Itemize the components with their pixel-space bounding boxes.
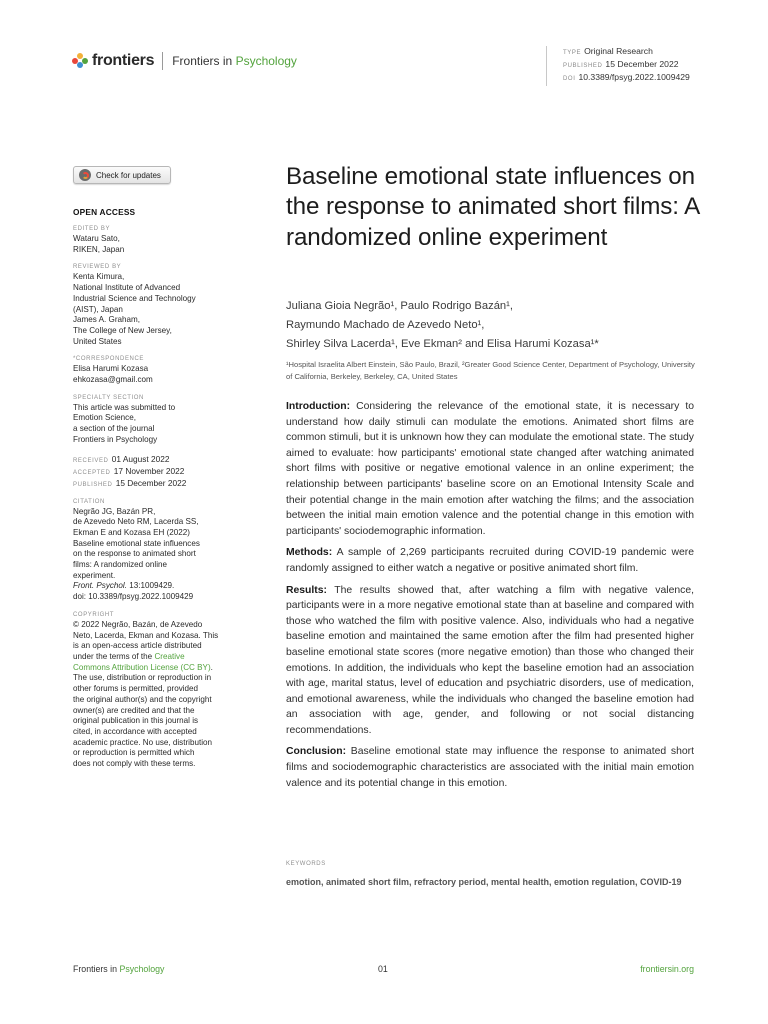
correspondence-email[interactable]: ehkozasa@gmail.com: [73, 375, 153, 385]
logo-wordmark: frontiers: [92, 52, 155, 69]
article-title: Baseline emotional state influences on the response to animated short films: A randomized online experiment: [286, 163, 699, 251]
footer-journal: Frontiers in Psychology: [73, 964, 165, 974]
reviewed-by: REVIEWED BY Kenta Kimura, National Institute of Advanced Industrial Science and Technology (AIST), Japan James A. Graham, The College of New Jersey, United States: [73, 264, 196, 346]
check-for-updates-label: Check for updates: [96, 170, 161, 180]
abstract-methods: Methods: A sample of 2,269 participants recruited during COVID-19 pandemic were randomly assigned to either watch a negative or positive animated short film.: [286, 547, 694, 574]
copyright: COPYRIGHT © 2022 Negrão, Bazán, de Azevedo Neto, Lacerda, Ekman and Kozasa. This is an open-access article distributed under the terms of the Creative Commons Attribution License (CC BY). The use, distribution or reproduction in other forums is permitted, provided the original author(s) and the copyright owner(s) are credited and that the original publication in this journal is cited, in accordance with accepted academic practice. No use, distribution or reproduction is permitted which does not comply with these terms.: [73, 611, 219, 769]
page-number: 01: [378, 964, 388, 974]
article-dates: RECEIVED 01 August 2022 ACCEPTED 17 November 2022 PUBLISHED 15 December 2022: [73, 453, 187, 488]
check-for-updates-button[interactable]: [73, 166, 171, 184]
edited-by: EDITED BY Wataru Sato, RIKEN, Japan: [73, 226, 125, 254]
journal-name: Frontiers in Psychology: [172, 54, 297, 68]
open-access-label: OPEN ACCESS: [73, 207, 136, 217]
abstract-conclusion: Conclusion: Baseline emotional state may influence the response to animated short films and sociodemographic characteristics are associated with the initial main emotion valence and its potential change in this emotion.: [286, 746, 694, 789]
correspondence: *CORRESPONDENCE Elisa Harumi Kozasa ehkozasa@gmail.com: [73, 355, 243, 385]
article-sidebar: [73, 207, 243, 778]
frontiers-logo[interactable]: [72, 51, 297, 71]
keywords: emotion, animated short film, refractory period, mental health, emotion regulation, COVID-19: [286, 877, 682, 887]
specialty-section: SPECIALTY SECTION This article was submitted to Emotion Science, a section of the journal Frontiers in Psychology: [73, 394, 176, 444]
meta-doi[interactable]: DOI 10.3389/fpsyg.2022.1009429: [563, 72, 690, 82]
frontiers-logo-icon: [72, 52, 88, 70]
abstract: [286, 399, 694, 797]
affiliations: ¹Hospital Israelita Albert Einstein, São Paulo, Brazil, ²Greater Good Science Center, Department of Psychology, University of California, Berkeley, Berkeley, CA, United States: [286, 360, 695, 381]
article-meta: [546, 46, 690, 86]
footer-site-link[interactable]: frontiersin.org: [640, 964, 694, 974]
meta-published: PUBLISHED 15 December 2022: [563, 59, 679, 69]
citation-doi[interactable]: doi: 10.3389/fpsyg.2022.1009429: [73, 592, 194, 602]
cc-license-link-cont[interactable]: Commons Attribution License (CC BY): [73, 662, 211, 672]
abstract-results: Results: The results showed that, after watching a film with negative valence, participants were in a more negative emotional state than at baseline and compared with those who watched the film with positive valence. Also, individuals who had a negative baseline emotion and maintained the same emotion after the film had presented higher baseline emotional state scores (more negative emotion) than those who changed their emotions. In addition, the individuals who kept the baseline emotion had an association with age, marital status, level of education and psychiatric disorders, use of medication, and emotional awareness, while the individuals who changed the baseline emotion had an association with age, gender, and following or not social distancing recommendations.: [286, 584, 694, 736]
cc-license-link[interactable]: Creative: [154, 651, 185, 661]
author-list: Juliana Gioia Negrão¹, Paulo Rodrigo Bazán¹, Raymundo Machado de Azevedo Neto¹, Shirley Silva Lacerda¹, Eve Ekman² and Elisa Harumi Kozasa¹*: [286, 300, 599, 350]
meta-type: TYPE Original Research: [563, 46, 653, 56]
citation: CITATION Negrão JG, Bazán PR, de Azevedo Neto RM, Lacerda SS, Ekman E and Kozasa EH (2022) Baseline emotional state influences on the response to animated short films: A randomized online experiment. Front. Psychol. 13:1009429. doi: 10.3389/fpsyg.2022.1009429: [73, 498, 243, 603]
logo-divider: [162, 52, 163, 70]
abstract-introduction: Introduction: Considering the relevance of the emotional state, it is necessary to understand how daily stimuli can modulate the emotions. Animated short films are common stimuli, but it is unknown how they can modulate the emotional state. The study aimed to evaluate: how participants' emotional state changed after watching animated short films with positive or negative emotional valence in an online experiment; the relationship between participants' baseline score on an Emotional Intensity Scale and their potential change in the main emotion after watching the films; and the association between the initial main emotion valence and the potential change in this emotion with participants' sociodemographic information.: [286, 401, 694, 537]
crossmark-icon: [79, 169, 91, 181]
keywords-label: KEYWORDS: [286, 861, 326, 867]
